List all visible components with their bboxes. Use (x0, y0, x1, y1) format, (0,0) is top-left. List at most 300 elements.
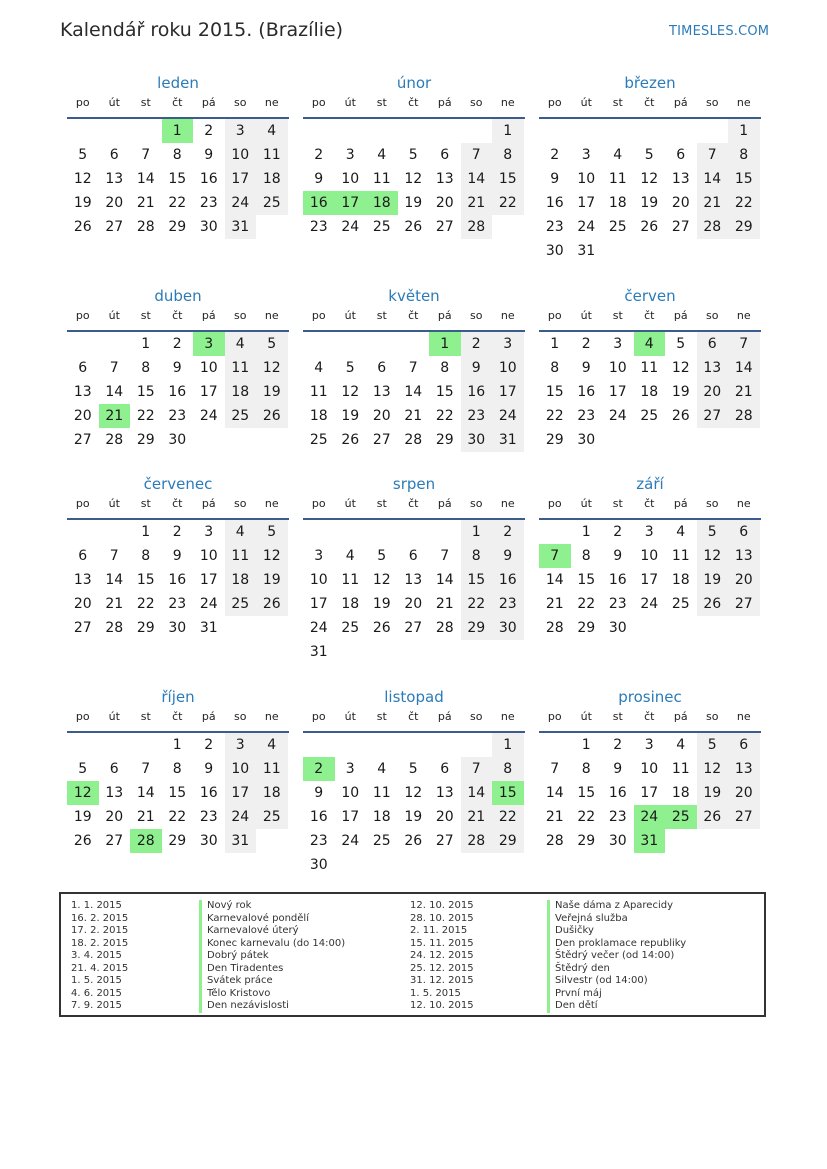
weekday-label: po (547, 309, 562, 322)
day-cell: 31 (225, 215, 257, 239)
day-cell: 26 (372, 620, 391, 636)
day-cell: 8 (141, 360, 151, 376)
day-cell: 22 (136, 408, 155, 424)
day-cell: 2 (172, 336, 182, 352)
weekday-label: po (75, 309, 90, 322)
legend-holiday-name: Dobrý pátek (199, 950, 345, 963)
day-cell: 30 (492, 616, 524, 640)
day-cell: 6 (728, 733, 760, 757)
weekday-label: út (580, 710, 592, 723)
day-cell: 5 (256, 332, 288, 356)
day-cell: 1 (429, 332, 461, 356)
weekday-label: čt (172, 710, 183, 723)
day-cell: 30 (461, 428, 493, 452)
day-cell: 27 (73, 432, 92, 448)
day-cell: 16 (608, 785, 627, 801)
day-cell: 15 (435, 384, 454, 400)
day-cell: 3 (345, 147, 355, 163)
weekday-label: čt (172, 497, 183, 510)
weekday-label: út (344, 497, 356, 510)
day-cell: 23 (608, 596, 627, 612)
day-cell: 17 (335, 191, 367, 215)
day-cell: 9 (314, 785, 324, 801)
weekday-label: pá (201, 497, 216, 510)
day-cell: 1 (141, 524, 151, 540)
day-cell: 16 (168, 384, 187, 400)
day-cell: 29 (168, 833, 187, 849)
day-cell: 23 (461, 404, 493, 428)
day-cell: 25 (640, 408, 659, 424)
legend-names-right (547, 900, 686, 1013)
day-cell: 22 (577, 809, 596, 825)
weekday-label: ne (500, 497, 515, 510)
day-cell: 18 (671, 785, 690, 801)
day-cell: 20 (435, 195, 454, 211)
day-cell: 12 (73, 171, 92, 187)
day-cell: 14 (545, 785, 564, 801)
day-cell: 22 (435, 408, 454, 424)
day-cell: 14 (136, 785, 155, 801)
weekday-label: so (234, 309, 247, 322)
day-cell: 13 (728, 544, 760, 568)
day-cell: 20 (105, 809, 124, 825)
day-cell: 26 (73, 833, 92, 849)
day-cell: 17 (309, 596, 328, 612)
legend-dates-right (410, 900, 474, 1013)
weekday-label: ne (264, 710, 279, 723)
weekday-label: út (344, 710, 356, 723)
legend-date: 1. 5. 2015 (410, 987, 461, 999)
day-cell: 7 (109, 548, 119, 564)
day-cell: 3 (204, 524, 214, 540)
day-cell: 29 (577, 833, 596, 849)
day-cell: 22 (168, 195, 187, 211)
day-cell: 24 (577, 219, 596, 235)
day-cell: 19 (671, 384, 690, 400)
day-cell: 23 (309, 219, 328, 235)
day-cell: 9 (172, 548, 182, 564)
weekday-label: so (234, 96, 247, 109)
day-cell: 8 (492, 757, 524, 781)
day-cell: 8 (581, 761, 591, 777)
day-cell: 4 (676, 737, 686, 753)
weekday-label: so (706, 710, 719, 723)
weekday-label: čt (172, 309, 183, 322)
day-cell: 28 (435, 620, 454, 636)
day-cell: 20 (728, 568, 760, 592)
day-cell: 21 (728, 380, 760, 404)
day-cell: 16 (168, 572, 187, 588)
day-cell: 23 (199, 809, 218, 825)
weekday-label: ne (264, 96, 279, 109)
day-cell: 18 (256, 781, 288, 805)
weekday-header (303, 710, 525, 724)
day-cell: 17 (341, 809, 360, 825)
weekday-label: st (612, 309, 623, 322)
weekday-label: st (376, 497, 387, 510)
legend-names-left (199, 900, 345, 1013)
day-cell: 6 (109, 147, 119, 163)
day-cell: 16 (545, 195, 564, 211)
day-cell: 20 (73, 596, 92, 612)
legend-date: 15. 11. 2015 (410, 937, 474, 949)
weekday-label: po (547, 497, 562, 510)
weekday-label: čt (408, 96, 419, 109)
weekday-label: st (612, 497, 623, 510)
month-name: červen (624, 287, 676, 305)
day-cell: 1 (162, 119, 194, 143)
day-cell: 3 (345, 761, 355, 777)
day-cell: 4 (377, 147, 387, 163)
day-cell: 21 (136, 195, 155, 211)
weekday-label: čt (408, 710, 419, 723)
legend-holiday-name: Den proklamace republiky (547, 938, 686, 951)
day-cell: 1 (492, 119, 524, 143)
day-cell: 25 (256, 191, 288, 215)
legend-holiday-name: Konec karnevalu (do 14:00) (199, 938, 345, 951)
day-cell: 2 (303, 757, 335, 781)
day-cell: 19 (372, 596, 391, 612)
month-1 (67, 74, 289, 263)
day-cell: 27 (435, 219, 454, 235)
day-cell: 14 (136, 171, 155, 187)
day-cell: 10 (341, 171, 360, 187)
day-cell: 10 (492, 356, 524, 380)
day-cell: 5 (78, 761, 88, 777)
legend-holiday-name: Karnevalové úterý (199, 925, 345, 938)
day-cell: 6 (697, 332, 729, 356)
month-name: únor (396, 74, 432, 92)
legend-date: 17. 2. 2015 (71, 925, 129, 936)
day-cell: 16 (309, 809, 328, 825)
site-link[interactable]: TIMESLES.COM (669, 24, 770, 39)
day-cell: 26 (697, 805, 729, 829)
day-cell: 21 (545, 596, 564, 612)
weekday-label: pá (673, 497, 688, 510)
month-name: říjen (161, 688, 195, 706)
day-cell: 11 (256, 757, 288, 781)
weekday-label: út (344, 309, 356, 322)
day-cell: 30 (545, 243, 564, 259)
weekday-label: st (140, 96, 151, 109)
day-cell: 15 (728, 167, 760, 191)
day-cell: 15 (136, 384, 155, 400)
day-cell: 27 (728, 805, 760, 829)
day-cell: 7 (728, 332, 760, 356)
day-cell: 21 (435, 596, 454, 612)
day-cell: 22 (168, 809, 187, 825)
day-cell: 8 (172, 761, 182, 777)
weekday-label: so (706, 309, 719, 322)
day-cell: 10 (199, 360, 218, 376)
day-cell: 6 (78, 548, 88, 564)
month-name: březen (624, 74, 676, 92)
day-cell: 5 (697, 520, 729, 544)
day-cell: 29 (728, 215, 760, 239)
month-12 (539, 688, 761, 877)
day-cell: 29 (136, 620, 155, 636)
day-cell: 1 (581, 524, 591, 540)
day-cell: 28 (105, 620, 124, 636)
day-cell: 15 (461, 568, 493, 592)
weekday-header (539, 96, 761, 110)
day-cell: 5 (345, 360, 355, 376)
day-cell: 5 (676, 336, 686, 352)
day-cell: 3 (314, 548, 324, 564)
day-cell: 1 (550, 336, 560, 352)
weekday-label: po (311, 96, 326, 109)
day-cell: 22 (492, 191, 524, 215)
day-cell: 14 (105, 384, 124, 400)
day-cell: 24 (640, 596, 659, 612)
day-cell: 8 (550, 360, 560, 376)
day-cell: 14 (728, 356, 760, 380)
day-cell: 15 (545, 384, 564, 400)
day-cell: 1 (728, 119, 760, 143)
day-cell: 5 (377, 548, 387, 564)
legend-date: 16. 2. 2015 (71, 912, 129, 924)
month-7 (67, 475, 289, 664)
legend-date: 21. 4. 2015 (71, 962, 129, 974)
day-cell: 30 (608, 620, 627, 636)
day-cell: 14 (461, 781, 493, 805)
day-cell: 6 (440, 761, 450, 777)
day-cell: 26 (404, 833, 423, 849)
day-cell: 11 (608, 171, 627, 187)
weekday-label: ne (500, 96, 515, 109)
day-cell: 14 (697, 167, 729, 191)
day-cell: 9 (204, 761, 214, 777)
weekday-header (539, 710, 761, 724)
day-cell: 10 (577, 171, 596, 187)
weekday-label: so (470, 497, 483, 510)
day-cell: 17 (492, 380, 524, 404)
day-cell: 15 (492, 167, 524, 191)
day-cell: 23 (577, 408, 596, 424)
day-cell: 9 (204, 147, 214, 163)
day-cell: 28 (105, 432, 124, 448)
day-cell: 14 (545, 572, 564, 588)
day-cell: 25 (309, 432, 328, 448)
day-cell: 19 (256, 568, 288, 592)
day-cell: 11 (372, 785, 391, 801)
day-cell: 13 (435, 171, 454, 187)
legend-date: 28. 10. 2015 (410, 912, 474, 924)
day-cell: 28 (545, 833, 564, 849)
day-cell: 1 (172, 737, 182, 753)
day-cell: 25 (341, 620, 360, 636)
weekday-header (303, 96, 525, 110)
day-cell: 20 (728, 781, 760, 805)
day-cell: 24 (199, 408, 218, 424)
weekday-label: čt (644, 96, 655, 109)
day-cell: 5 (408, 761, 418, 777)
day-cell: 12 (341, 384, 360, 400)
legend-date: 2. 11. 2015 (410, 925, 468, 936)
day-cell: 30 (199, 219, 218, 235)
weekday-label: ne (264, 309, 279, 322)
day-cell: 8 (581, 548, 591, 564)
weekday-header (539, 497, 761, 511)
weekday-label: so (470, 309, 483, 322)
day-cell: 7 (550, 761, 560, 777)
day-cell: 21 (545, 809, 564, 825)
day-cell: 22 (728, 191, 760, 215)
legend-holiday-name: Silvestr (od 14:00) (547, 975, 686, 988)
day-cell: 4 (613, 147, 623, 163)
weekday-label: po (75, 96, 90, 109)
month-name: prosinec (618, 688, 682, 706)
day-cell: 2 (550, 147, 560, 163)
day-cell: 6 (109, 761, 119, 777)
day-cell: 19 (73, 195, 92, 211)
day-cell: 25 (608, 219, 627, 235)
day-cell: 29 (168, 219, 187, 235)
day-cell: 13 (404, 572, 423, 588)
month-4 (67, 287, 289, 476)
weekday-label: čt (644, 309, 655, 322)
day-cell: 30 (608, 833, 627, 849)
legend-dates-left (71, 900, 128, 1013)
day-cell: 18 (671, 572, 690, 588)
month-name: květen (388, 287, 440, 305)
day-cell: 3 (492, 332, 524, 356)
day-cell: 5 (644, 147, 654, 163)
day-cell: 12 (256, 356, 288, 380)
month-6 (539, 287, 761, 476)
weekday-label: út (108, 497, 120, 510)
day-cell: 4 (377, 761, 387, 777)
day-cell: 9 (581, 360, 591, 376)
day-cell: 11 (640, 360, 659, 376)
day-cell: 10 (225, 143, 257, 167)
day-cell: 20 (671, 195, 690, 211)
day-cell: 31 (225, 829, 257, 853)
legend-date: 7. 9. 2015 (71, 1000, 122, 1011)
day-cell: 7 (539, 544, 571, 568)
page-title: Kalendář roku 2015. (Brazílie) (60, 19, 344, 41)
day-cell: 26 (671, 408, 690, 424)
day-cell: 28 (697, 215, 729, 239)
day-cell: 31 (309, 644, 328, 660)
day-cell: 26 (256, 404, 288, 428)
weekday-label: čt (408, 309, 419, 322)
day-cell: 19 (73, 809, 92, 825)
day-cell: 11 (309, 384, 328, 400)
legend-holiday-name: Den Tiradentes (199, 963, 345, 976)
day-cell: 24 (492, 404, 524, 428)
day-cell: 9 (492, 544, 524, 568)
day-cell: 23 (608, 809, 627, 825)
day-cell: 21 (136, 809, 155, 825)
weekday-label: po (311, 710, 326, 723)
day-cell: 17 (577, 195, 596, 211)
legend-holiday-name: Svátek práce (199, 975, 345, 988)
weekday-label: po (311, 497, 326, 510)
day-cell: 20 (404, 596, 423, 612)
weekday-label: so (234, 710, 247, 723)
day-cell: 15 (136, 572, 155, 588)
day-cell: 2 (581, 336, 591, 352)
day-cell: 13 (105, 171, 124, 187)
weekday-header (67, 710, 289, 724)
weekday-label: st (376, 96, 387, 109)
day-cell: 12 (640, 171, 659, 187)
day-cell: 17 (225, 167, 257, 191)
day-cell: 25 (225, 404, 257, 428)
day-cell: 12 (67, 781, 99, 805)
month-name: srpen (392, 475, 436, 493)
day-cell: 18 (608, 195, 627, 211)
day-cell: 24 (341, 833, 360, 849)
day-cell: 16 (461, 380, 493, 404)
day-cell: 27 (73, 620, 92, 636)
day-cell: 13 (728, 757, 760, 781)
legend-holiday-name: Nový rok (199, 900, 345, 913)
day-cell: 8 (440, 360, 450, 376)
day-cell: 30 (199, 833, 218, 849)
weekday-label: pá (437, 497, 452, 510)
legend-date: 12. 10. 2015 (410, 900, 474, 911)
day-cell: 24 (225, 191, 257, 215)
day-cell: 21 (697, 191, 729, 215)
day-cell: 28 (130, 829, 162, 853)
day-cell: 16 (303, 191, 335, 215)
weekday-label: so (234, 497, 247, 510)
day-cell: 22 (492, 805, 524, 829)
day-cell: 1 (461, 520, 493, 544)
day-cell: 25 (671, 596, 690, 612)
day-cell: 12 (256, 544, 288, 568)
legend-date: 24. 12. 2015 (410, 950, 474, 961)
day-cell: 9 (550, 171, 560, 187)
day-cell: 24 (309, 620, 328, 636)
month-11 (303, 688, 525, 877)
legend-date: 1. 5. 2015 (71, 975, 122, 986)
day-cell: 18 (309, 408, 328, 424)
day-cell: 19 (404, 809, 423, 825)
day-cell: 14 (105, 572, 124, 588)
weekday-label: pá (437, 96, 452, 109)
legend-holiday-name: Štědrý večer (od 14:00) (547, 950, 686, 963)
weekday-label: so (706, 96, 719, 109)
day-cell: 18 (225, 568, 257, 592)
weekday-label: st (140, 710, 151, 723)
day-cell: 17 (640, 785, 659, 801)
weekday-label: pá (201, 710, 216, 723)
day-cell: 7 (461, 757, 493, 781)
day-cell: 13 (73, 572, 92, 588)
day-cell: 20 (105, 195, 124, 211)
weekday-label: út (108, 309, 120, 322)
day-cell: 7 (141, 147, 151, 163)
day-cell: 16 (199, 785, 218, 801)
day-cell: 22 (545, 408, 564, 424)
day-cell: 12 (697, 544, 729, 568)
day-cell: 26 (73, 219, 92, 235)
weekday-label: pá (437, 710, 452, 723)
day-cell: 26 (404, 219, 423, 235)
weekday-label: po (311, 309, 326, 322)
day-cell: 26 (341, 432, 360, 448)
day-cell: 13 (105, 785, 124, 801)
weekday-label: po (75, 497, 90, 510)
legend-holiday-name: Den dětí (547, 1000, 686, 1013)
day-cell: 28 (136, 219, 155, 235)
day-cell: 29 (435, 432, 454, 448)
day-cell: 7 (141, 761, 151, 777)
day-cell: 11 (671, 548, 690, 564)
